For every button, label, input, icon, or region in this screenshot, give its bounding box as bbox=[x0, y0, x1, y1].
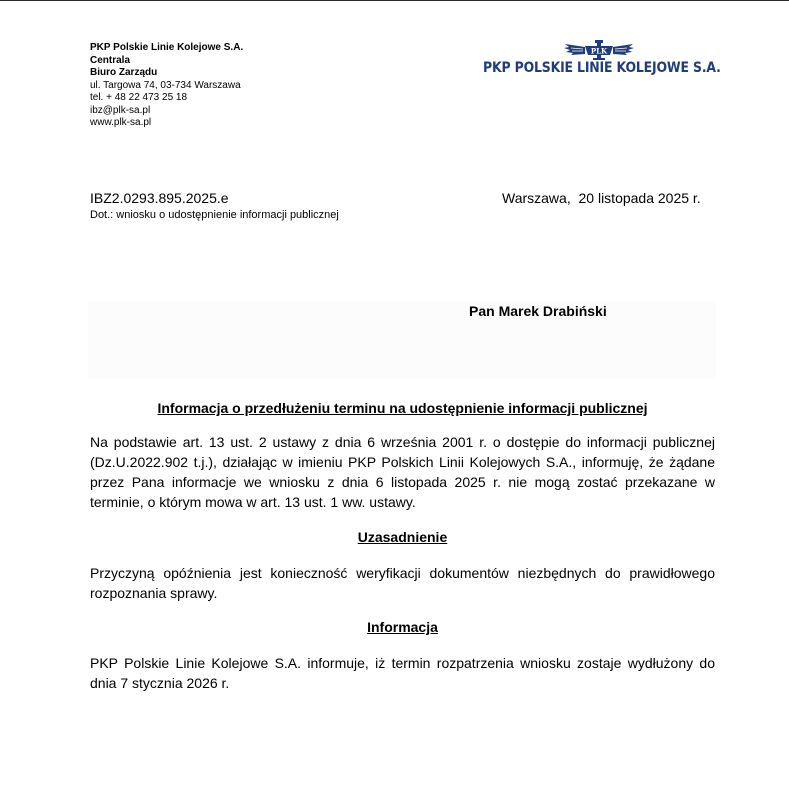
top-border bbox=[0, 0, 789, 1]
place-and-date: Warszawa, 20 listopada 2025 r. bbox=[502, 190, 701, 206]
sender-company: PKP Polskie Linie Kolejowe S.A. bbox=[90, 42, 244, 53]
paragraph-justification: Przyczyną opóźnienia jest konieczność weryfikacji dokumentów niezbędnych do prawidłowego rozpoznania sprawy. bbox=[90, 565, 715, 601]
sender-email: ibz@plk-sa.pl bbox=[90, 104, 151, 116]
reference-number: IBZ2.0293.895.2025.e bbox=[90, 190, 229, 206]
sender-website: www.plk-sa.pl bbox=[90, 117, 152, 128]
heading-justification: Uzasadnienie bbox=[357, 529, 448, 545]
paragraph-information: PKP Polskie Linie Kolejowe S.A. informuje, iż termin rozpatrzenia wniosku zostaje wydłużony do dnia 7 stycznia 2026 r. bbox=[90, 655, 715, 691]
sender-block bbox=[90, 42, 243, 130]
sender-address: ul. Targowa 74, 03-734 Warszawa bbox=[90, 79, 241, 91]
company-logo bbox=[483, 40, 721, 80]
sender-office: Biuro Zarządu bbox=[90, 67, 158, 78]
emblem-text: PLK bbox=[590, 46, 608, 56]
sender-phone: tel. + 48 22 473 25 18 bbox=[90, 92, 188, 103]
logo-wordmark: PKP POLSKIE LINIE KOLEJOWE S.A. bbox=[483, 60, 721, 76]
paragraph-extension-notice: Na podstawie art. 13 ust. 2 ustawy z dnia 6 września 2001 r. o dostępie do informacji publicznej (Dz.U.2022.902 t.j.), działając w imieniu PKP Polskich Linii Kolejowych S.A., informuję, że żądane przez Pana informacje we wniosku z dnia 6 listopada 2025 r. nie mogą zostać przekazane w terminie, o którym mowa w art. 13 ust. 1 ww. ustawy. bbox=[90, 434, 715, 510]
heading-extension-notice: Informacja o przedłużeniu terminu na udostępnienie informacji publicznej bbox=[157, 400, 648, 416]
recipient-name: Pan Marek Drabiński bbox=[469, 303, 607, 319]
heading-information: Informacja bbox=[367, 619, 438, 635]
sender-division: Centrala bbox=[90, 54, 131, 66]
reference-subject: Dot.: wniosku o udostępnienie informacji publicznej bbox=[90, 209, 339, 221]
winged-plk-emblem-icon bbox=[563, 40, 635, 60]
recipient-area bbox=[88, 302, 716, 378]
